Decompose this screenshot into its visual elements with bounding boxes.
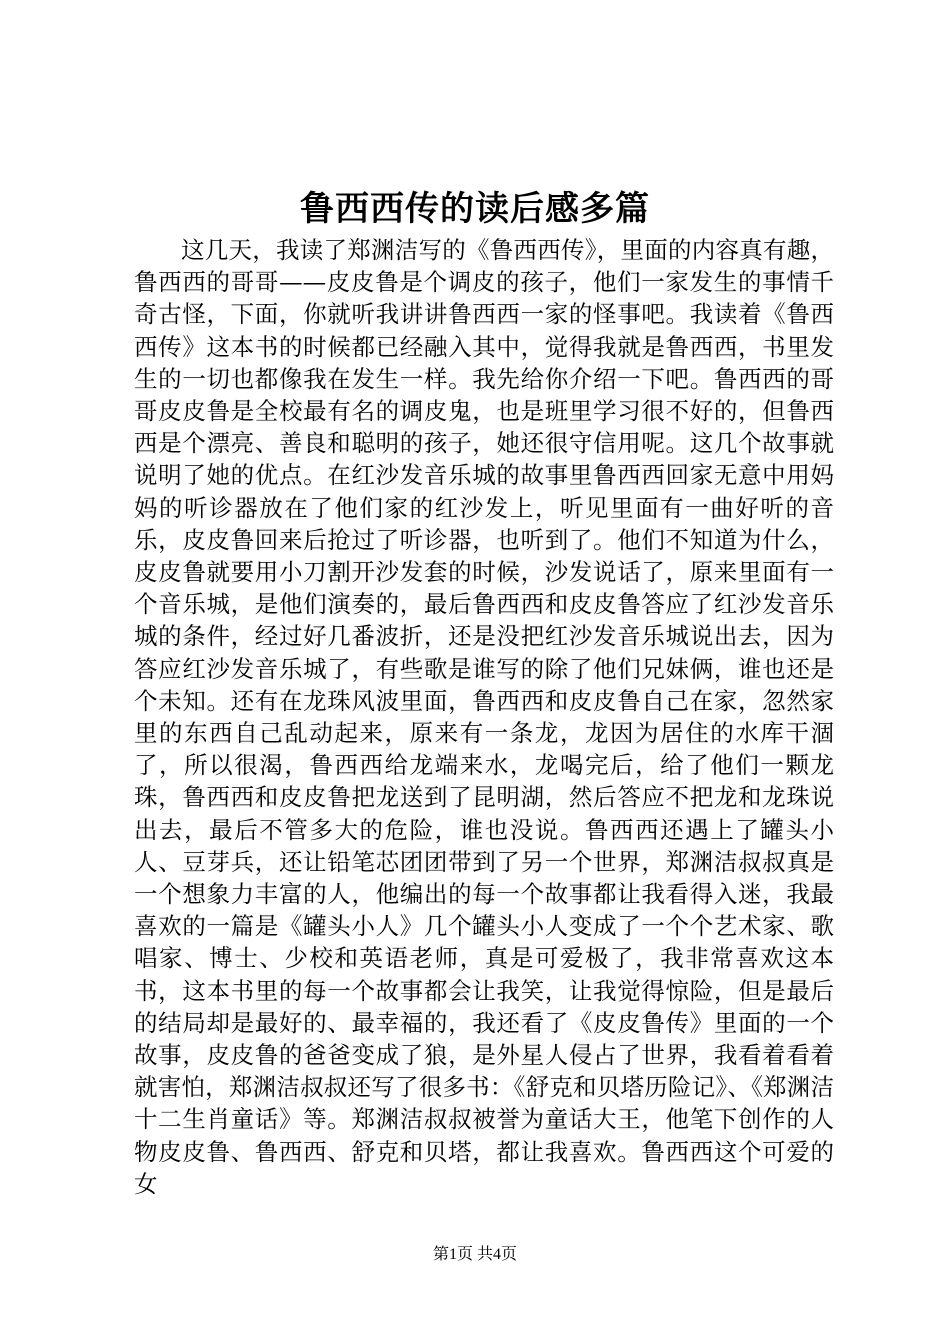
page-footer: 第1页 共4页 — [432, 1246, 517, 1263]
document-body-paragraph: 这几天，我读了郑渊洁写的《鲁西西传》，里面的内容真有趣，鲁西西的哥哥——皮皮鲁是个调皮的孩子，他们一家发生的事情千奇古怪，下面，你就听我讲讲鲁西西一家的怪事吧。我读着《鲁西西传》这本书的时候都已经融入其中，觉得我就是鲁西西，书里发生的一切也都像我在发生一样。我先给你介绍一下吧。鲁西西的哥哥皮皮鲁是全校最有名的调皮鬼，也是班里学习很不好的，但鲁西西是个漂亮、善良和聪明的孩子，她还很守信用呢。这几个故事就说明了她的优点。在红沙发音乐城的故事里鲁西西回家无意中用妈妈的听诊器放在了他们家的红沙发上，听见里面有一曲好听的音乐，皮皮鲁回来后抢过了听诊器，也听到了。他们不知道为什么，皮皮鲁就要用小刀割开沙发套的时候，沙发说话了，原来里面有一个音乐城，是他们演奏的，最后鲁西西和皮皮鲁答应了红沙发音乐城的条件，经过好几番波折，还是没把红沙发音乐城说出去，因为答应红沙发音乐城了，有些歌是谁写的除了他们兄妹俩，谁也还是个未知。还有在龙珠风波里面，鲁西西和皮皮鲁自己在家，忽然家里的东西自己乱动起来，原来有一条龙，龙因为居住的水库干涸了，所以很渴，鲁西西给龙端来水，龙喝完后，给了他们一颗龙珠，鲁西西和皮皮鲁把龙送到了昆明湖，然后答应不把龙和龙珠说出去，最后不管多大的危险，谁也没说。鲁西西还遇上了罐头小人、豆芽兵，还让铅笔芯团团带到了另一个世界，郑渊洁叔叔真是一个想象力丰富的人，他编出的每一个故事都让我看得入迷，我最喜欢的一篇是《罐头小人》几个罐头小人变成了一个个艺术家、歌唱家、博士、少校和英语老师，真是可爱极了，我非常喜欢这本书，这本书里的每一个故事都会让我笑，让我觉得惊险，但是最后的结局却是最好的、最幸福的，我还看了《皮皮鲁传》里面的一个故事，皮皮鲁的爸爸变成了狼，是外星人侵占了世界，我看着看着就害怕，郑渊洁叔叔还写了很多书：《舒克和贝塔历险记》、《郑渊洁十二生肖童话》等。郑渊洁叔叔被誉为童话大王，他笔下创作的人物皮皮鲁、鲁西西、舒克和贝塔，都让我喜欢。鲁西西这个可爱的女 — [134, 236, 834, 1198]
document-title: 鲁西西传的读后感多篇 — [300, 189, 650, 229]
